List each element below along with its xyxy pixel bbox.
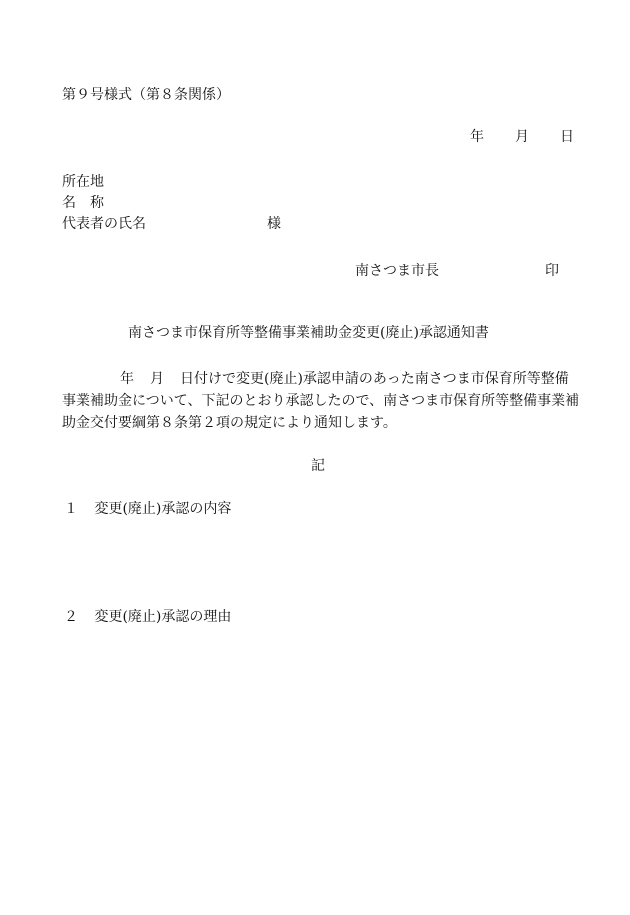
body-year: 年 <box>120 371 134 387</box>
location-label: 所在地 <box>62 174 104 190</box>
seal-mark: 印 <box>545 263 559 279</box>
representative-row <box>62 215 281 236</box>
date-year-label: 年 <box>470 129 484 145</box>
form-label: 第９号様式（第８条関係） <box>62 87 230 103</box>
item-number: １ <box>64 501 78 517</box>
item-label: 変更(廃止)承認の内容 <box>94 501 232 517</box>
issuer-name: 南さつま市長 <box>355 263 439 279</box>
body-text: 日付けで変更(廃止)承認申請のあった南さつま市保育所等整備事業補助金について、下記のとおり承認したので、南さつま市保育所等整備事業補助金交付要綱第８条第２項の規定により通知します。 <box>62 371 580 431</box>
item-content <box>64 500 231 518</box>
item-reason <box>64 608 231 626</box>
recipient-block <box>62 173 281 236</box>
body-month: 月 <box>150 371 164 387</box>
name-label: 名 称 <box>62 195 104 211</box>
body-paragraph <box>62 368 582 434</box>
date-day-label: 日 <box>560 129 574 145</box>
ki-heading: 記 <box>311 458 325 474</box>
representative-label: 代表者の氏名 <box>62 216 146 232</box>
item-label: 変更(廃止)承認の理由 <box>94 609 232 625</box>
honorific: 様 <box>267 216 281 232</box>
date-month-label: 月 <box>515 129 529 145</box>
item-number: ２ <box>64 609 78 625</box>
document-title: 南さつま市保育所等整備事業補助金変更(廃止)承認通知書 <box>128 325 489 341</box>
